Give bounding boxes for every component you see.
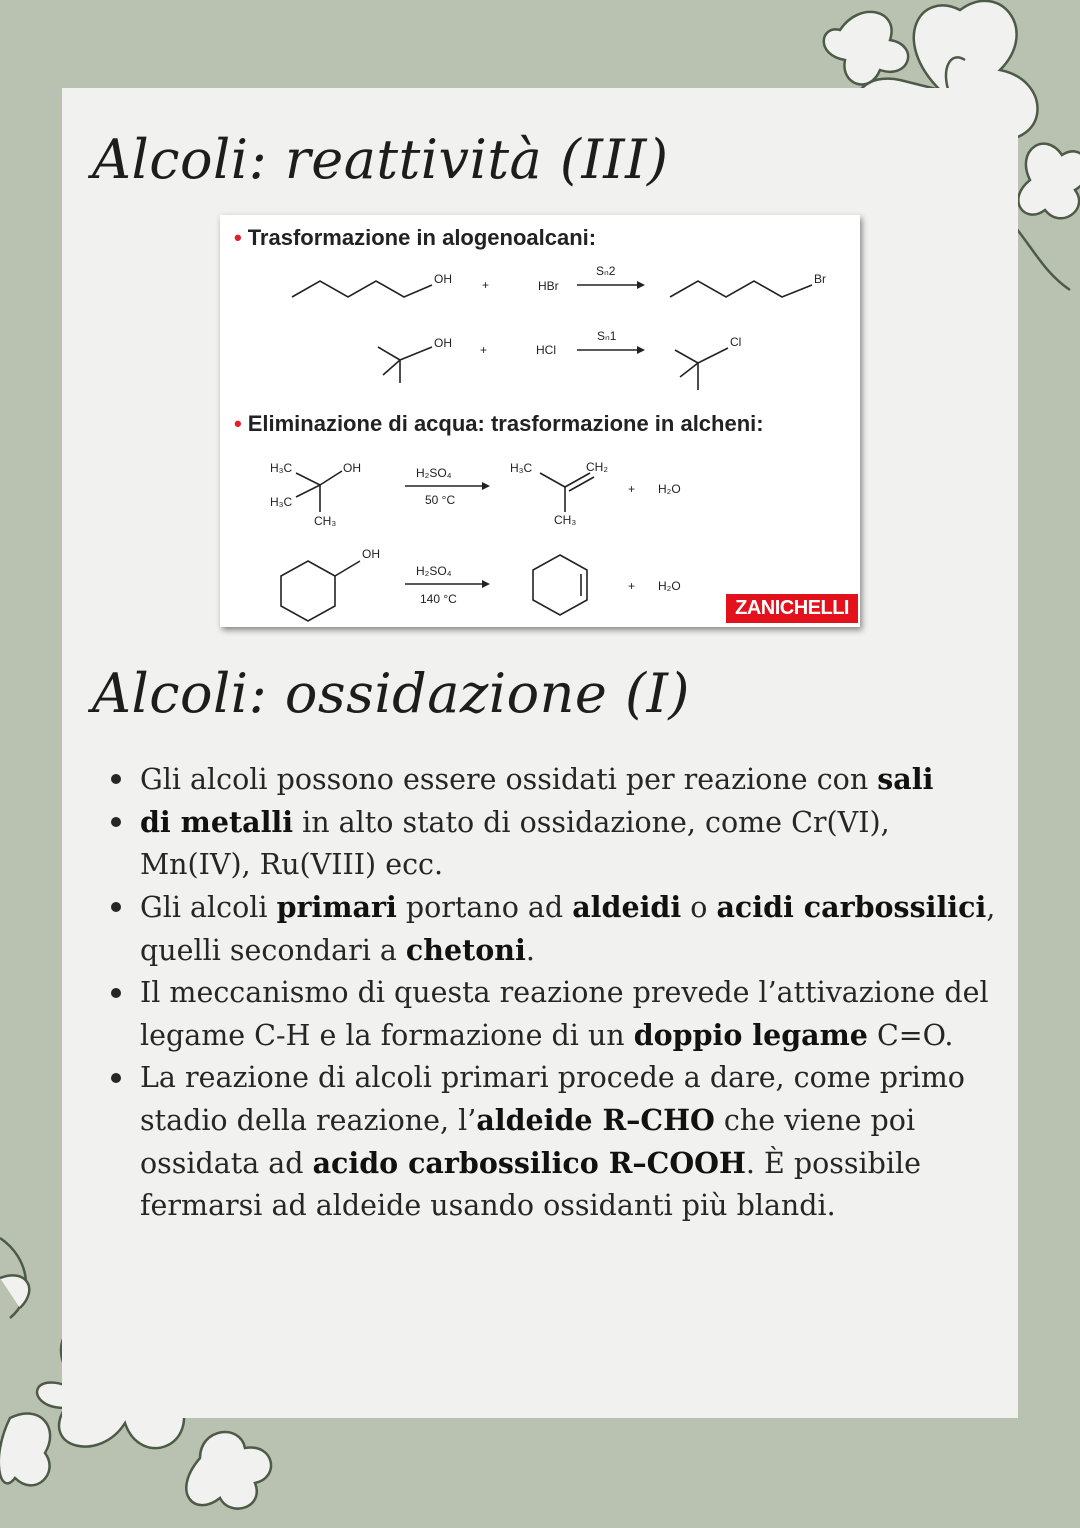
label-ch2: CH₂ <box>586 460 608 474</box>
reaction-figure <box>220 215 860 627</box>
label-plus-4: + <box>628 579 636 593</box>
bromopentane-chain <box>670 281 812 297</box>
label-h3c-1: H₃C <box>270 461 293 475</box>
label-sn1: Sₙ1 <box>597 329 617 343</box>
label-h3c-2: H₃C <box>270 495 293 509</box>
list-item: Gli alcoli possono essere ossidati per reazione con sali <box>108 758 1008 801</box>
bullet-dot: • <box>234 411 242 436</box>
label-ch3-1: CH₃ <box>314 514 337 528</box>
figure-heading-2-text: Eliminazione di acqua: trasformazione in alcheni: <box>247 411 764 436</box>
label-h2o-1: H₂O <box>658 482 681 496</box>
list-item: di metalli in alto stato di ossidazione, come Cr(VI), Mn(IV), Ru(VIII) ecc. <box>108 801 1008 886</box>
tert-butanol-elim-structure <box>296 471 342 512</box>
cyclohexene-structure <box>533 555 587 615</box>
label-h2so4-1: H₂SO₄ <box>416 466 452 480</box>
label-plus-2: + <box>480 343 488 357</box>
label-ch3-2: CH₃ <box>554 513 577 527</box>
label-h2o-2: H₂O <box>658 579 681 593</box>
list-item: La reazione di alcoli primari procede a dare, come primo stadio della reazione, l’aldeide R–CHO che viene poi ossidata ad acido carbossilico R–COOH. È possibile fermarsi ad aldeide usando ossidanti più blandi. <box>108 1057 1008 1227</box>
label-h3c-3: H₃C <box>510 461 533 475</box>
label-oh-4: OH <box>362 547 380 561</box>
tert-butyl-chloride-structure <box>675 348 728 390</box>
isobutene-structure <box>540 473 594 512</box>
oxidation-bullet-list <box>108 758 1008 1227</box>
label-sn2: Sₙ2 <box>596 264 616 278</box>
cyclohexanol-structure <box>281 561 360 621</box>
reaction-schemes-diagram <box>220 215 860 627</box>
label-hbr: HBr <box>538 279 559 293</box>
label-temp-50: 50 °C <box>425 493 456 507</box>
label-oh-3: OH <box>343 461 361 475</box>
label-cl: Cl <box>730 335 742 349</box>
page-title-reactivity: Alcoli: reattività (III) <box>92 128 669 191</box>
label-hcl: HCl <box>536 343 556 357</box>
label-temp-140: 140 °C <box>420 592 457 606</box>
tert-butanol-structure <box>378 347 432 383</box>
bullet-dot: • <box>234 225 242 250</box>
label-oh-1: OH <box>434 272 452 286</box>
publisher-logo: ZANICHELLI <box>726 594 858 623</box>
label-plus-1: + <box>482 278 490 292</box>
list-item: Il meccanismo di questa reazione prevede l’attivazione del legame C-H e la formazione di un doppio legame C=O. <box>108 972 1008 1057</box>
label-oh-2: OH <box>434 336 452 350</box>
pentanol-chain <box>292 281 432 297</box>
figure-heading-1-text: Trasformazione in alogenoalcani: <box>247 225 597 250</box>
label-h2so4-2: H₂SO₄ <box>416 564 452 578</box>
page-title-oxidation: Alcoli: ossidazione (I) <box>92 662 690 725</box>
label-plus-3: + <box>628 482 636 496</box>
list-item: Gli alcoli primari portano ad aldeidi o acidi carbossilici, quelli secondari a chetoni. <box>108 886 1008 972</box>
label-br: Br <box>814 272 826 286</box>
